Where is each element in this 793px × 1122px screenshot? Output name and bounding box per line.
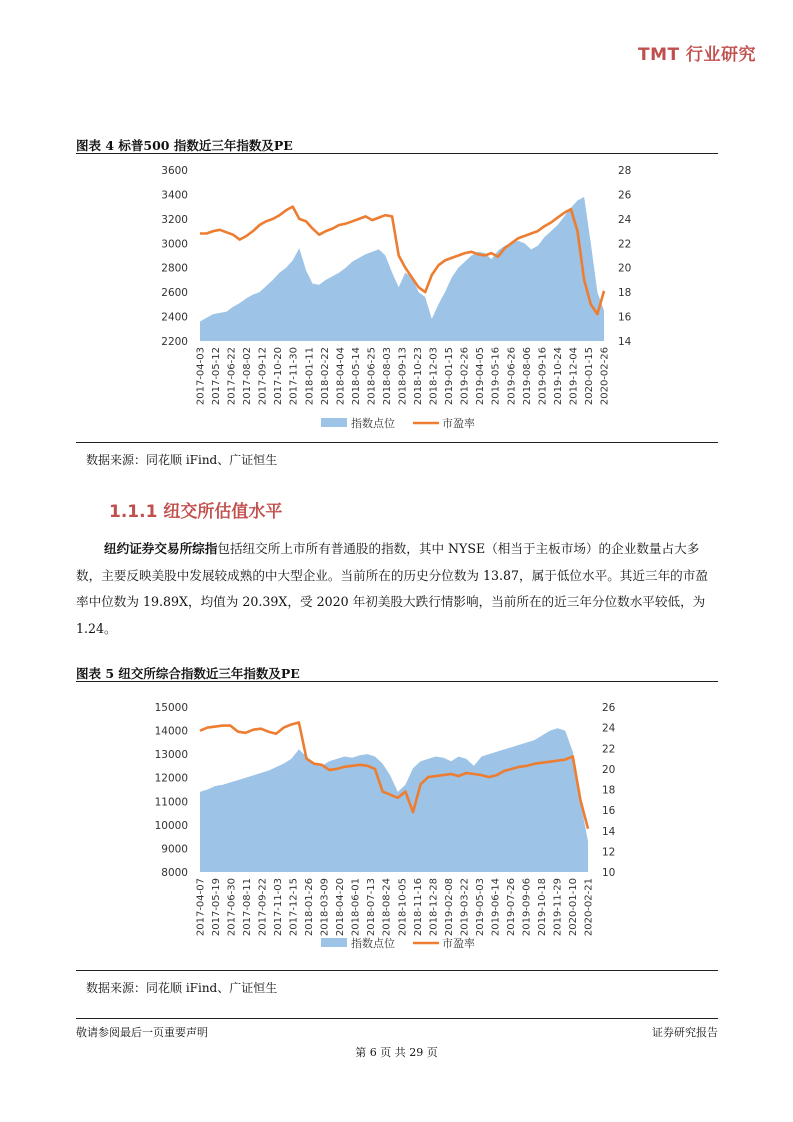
x-tick-label: 2018-10-23 [413,347,424,406]
y-right-tick-label: 18 [602,784,616,797]
y-right-tick-label: 16 [602,805,616,818]
figure4-source: 数据来源：同花顺 iFind、广证恒生 [86,453,278,467]
x-tick-label: 2018-09-13 [397,347,409,406]
x-tick-label: 2018-01-26 [304,878,316,937]
y-left-tick-label: 2800 [161,262,188,275]
figure5-bottom-rule [76,970,718,971]
y-left-tick-label: 3400 [161,189,188,202]
x-tick-label: 2019-12-04 [568,347,580,406]
y-left-tick-label: 3600 [161,165,188,177]
x-tick-label: 2018-08-24 [381,878,393,937]
x-tick-label: 2018-11-16 [412,878,424,937]
paragraph-bold-lead: 纽约证券交易所综指 [104,541,218,556]
x-tick-label: 2018-07-13 [366,878,378,937]
y-right-tick-label: 20 [602,763,616,776]
figure5-title: 图表 5 纽交所综合指数近三年指数及PE [76,666,300,681]
figure5-chart [76,685,718,968]
x-tick-label: 2019-02-26 [459,347,471,406]
x-tick-label: 2019-06-26 [506,347,518,406]
legend-swatch-index [321,418,347,427]
x-tick-label: 2017-12-15 [288,878,300,937]
y-right-tick-label: 10 [602,867,616,879]
x-tick-label: 2019-04-05 [475,347,487,406]
x-tick-label: 2018-12-28 [428,878,440,937]
y-left-tick-label: 8000 [161,867,188,879]
y-right-tick-label: 26 [618,189,632,202]
x-tick-label: 2018-06-01 [350,878,362,937]
x-tick-label: 2019-06-14 [490,878,502,937]
y-right-tick-label: 14 [618,336,632,348]
y-left-tick-label: 2200 [161,336,188,348]
x-tick-label: 2017-06-22 [226,347,238,406]
legend-label-index: 指数点位 [351,417,395,430]
y-left-tick-label: 12000 [154,772,188,785]
footer-rule [76,1018,718,1019]
x-tick-label: 2017-09-12 [257,347,269,406]
x-tick-label: 2019-05-16 [490,347,502,406]
section-paragraph [76,536,718,642]
y-left-tick-label: 14000 [154,725,188,738]
footer-disclaimer: 敬请参阅最后一页重要声明 [76,1026,208,1039]
y-left-tick-label: 10000 [154,819,188,832]
y-right-tick-label: 26 [602,702,616,714]
report-header-title: TMT 行业研究 [637,45,756,65]
x-tick-label: 2017-11-03 [273,878,285,937]
figure4-bottom-rule [76,442,718,443]
figure5-source: 数据来源：同花顺 iFind、广证恒生 [86,981,278,995]
series-index-area [200,728,588,872]
x-tick-label: 2019-02-08 [443,878,455,937]
x-tick-label: 2017-05-19 [211,878,222,937]
y-left-tick-label: 9000 [161,843,188,856]
x-tick-label: 2018-04-04 [335,347,347,406]
y-right-tick-label: 14 [602,825,616,838]
x-tick-label: 2019-09-06 [521,878,533,937]
x-tick-label: 2017-04-03 [195,347,207,406]
figure4-chart [76,156,718,438]
x-tick-label: 2018-10-05 [397,878,409,937]
x-tick-label: 2017-06-30 [226,878,238,937]
y-left-tick-label: 13000 [154,749,188,762]
x-tick-label: 2020-02-26 [599,347,611,406]
x-tick-label: 2017-08-11 [242,878,254,937]
y-right-tick-label: 20 [618,262,632,275]
page-number: 第 6 页 共 29 页 [355,1046,438,1059]
x-tick-label: 2019-08-06 [521,347,533,406]
figure4-title: 图表 4 标普500 指数近三年指数及PE [76,138,293,153]
y-right-tick-label: 24 [618,213,632,226]
x-tick-label: 2018-08-03 [382,347,393,406]
legend-label-index: 指数点位 [351,937,395,950]
y-left-tick-label: 11000 [154,796,188,809]
x-tick-label: 2017-04-07 [195,878,207,937]
y-right-tick-label: 22 [618,238,632,251]
x-tick-label: 2017-10-20 [273,347,285,406]
x-tick-label: 2018-06-25 [366,347,378,406]
x-tick-label: 2019-03-22 [459,878,471,937]
legend-swatch-index [321,938,347,947]
figure4-top-rule [76,153,718,154]
x-tick-label: 2019-09-16 [537,347,549,406]
x-tick-label: 2018-01-11 [304,347,316,406]
y-right-tick-label: 18 [618,287,632,300]
x-tick-label: 2019-10-18 [536,878,548,937]
x-tick-label: 2018-03-09 [319,878,331,937]
y-right-tick-label: 12 [602,846,616,859]
x-tick-label: 2019-01-15 [444,347,456,406]
legend-label-pe: 市盈率 [442,937,475,950]
y-left-tick-label: 3200 [161,213,188,226]
y-left-tick-label: 2400 [161,311,188,324]
paragraph-text: 包括纽交所上市所有普通股的指数，其中 NYSE（相当于主板市场）的企业数量占大多数，主要反映美股中发展较成熟的中大型企业。当前所在的历史分位数为 13.87，属于低位水平。其近三年的市盈率中位数为 19.89X，均值为 20.39X，受 2020 年初美股大跌行情影响，当前所在的近三年分位数水平较低，为 1.24。 [76,541,708,636]
figure5-top-rule [76,681,718,682]
x-tick-label: 2019-11-29 [552,878,564,937]
x-tick-label: 2018-12-03 [428,347,440,406]
x-tick-label: 2019-05-03 [474,878,486,937]
x-tick-label: 2017-09-22 [257,878,269,937]
x-tick-label: 2017-05-12 [211,347,222,406]
section-heading: 1.1.1 纽交所估值水平 [109,502,283,522]
legend-label-pe: 市盈率 [442,417,475,430]
x-tick-label: 2017-08-02 [242,347,254,406]
x-tick-label: 2017-11-30 [288,347,300,406]
footer-report-type: 证券研究报告 [652,1026,718,1039]
series-index-area [200,197,604,341]
y-right-tick-label: 28 [618,165,632,177]
x-tick-label: 2019-07-26 [505,878,517,937]
x-tick-label: 2020-02-21 [583,878,595,937]
x-tick-label: 2018-05-14 [350,347,362,406]
x-tick-label: 2018-04-20 [335,878,347,937]
x-tick-label: 2020-01-15 [584,347,595,406]
x-tick-label: 2019-10-24 [552,347,564,406]
y-left-tick-label: 15000 [154,702,188,714]
y-right-tick-label: 24 [602,722,616,735]
y-left-tick-label: 2600 [161,287,188,300]
x-tick-label: 2020-01-10 [568,878,579,937]
y-right-tick-label: 22 [602,743,616,756]
x-tick-label: 2018-02-22 [319,347,331,406]
y-left-tick-label: 3000 [161,238,188,251]
y-right-tick-label: 16 [618,311,632,324]
